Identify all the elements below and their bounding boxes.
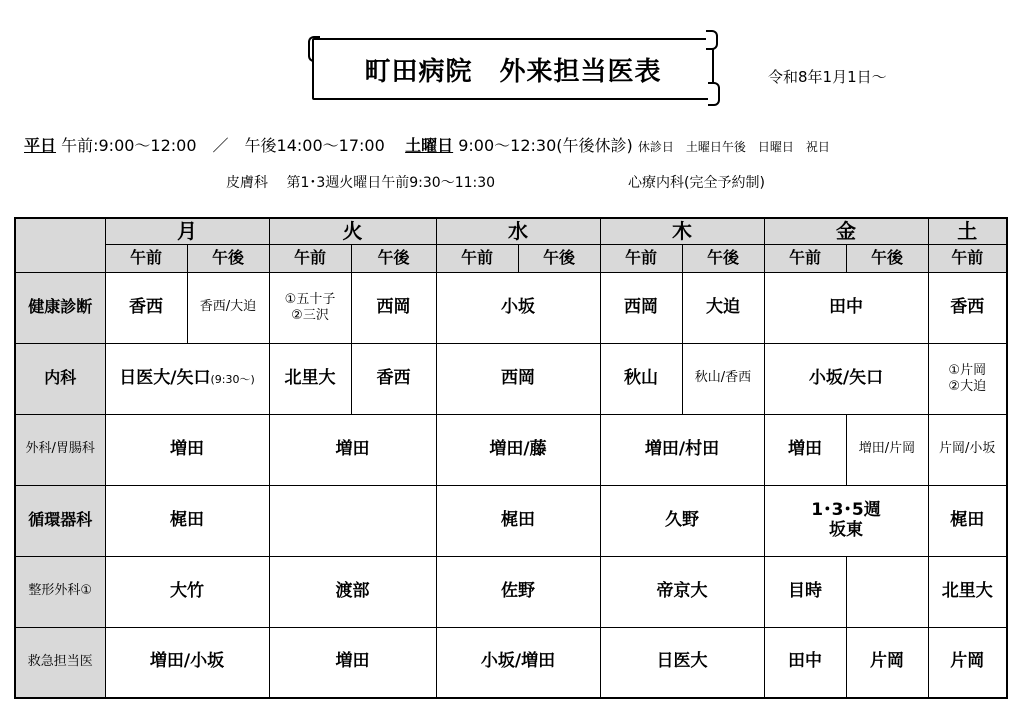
time-note: (9:30～) bbox=[210, 372, 255, 386]
doctor-cell: 帝京大 bbox=[600, 556, 764, 627]
doctor-cell: 大迫 bbox=[682, 272, 764, 343]
schedule-table bbox=[14, 217, 1008, 699]
session-pm: 午後 bbox=[351, 244, 436, 272]
effective-date: 令和8年1月1日～ bbox=[768, 68, 887, 86]
doctor-line: 1･3･5週 bbox=[811, 499, 881, 520]
scroll-curl-bottom-right bbox=[708, 82, 720, 106]
table-row bbox=[15, 485, 1007, 556]
dept-label: 外科/胃腸科 bbox=[15, 414, 105, 485]
doctor-cell: 田中 bbox=[764, 627, 846, 698]
doctor-cell: 佐野 bbox=[436, 556, 600, 627]
doctor-cell bbox=[269, 485, 436, 556]
session-am: 午前 bbox=[105, 244, 187, 272]
doctor-name: 日医大/矢口 bbox=[119, 367, 211, 388]
dept-label: 健康診断 bbox=[15, 272, 105, 343]
title-text: 町田病院 外来担当医表 bbox=[364, 56, 662, 87]
session-am: 午前 bbox=[928, 244, 1007, 272]
doctor-cell: 北里大 bbox=[928, 556, 1007, 627]
doctor-cell bbox=[764, 485, 928, 556]
doctor-cell: 香西 bbox=[928, 272, 1007, 343]
doctor-cell: 小坂/増田 bbox=[436, 627, 600, 698]
dept-label: 内科 bbox=[15, 343, 105, 414]
session-am: 午前 bbox=[269, 244, 351, 272]
doctor-cell: 片岡/小坂 bbox=[928, 414, 1007, 485]
doctor-cell: 増田 bbox=[105, 414, 269, 485]
session-header-row bbox=[15, 244, 1007, 272]
doctor-cell: 片岡 bbox=[846, 627, 928, 698]
doctor-cell: 増田/村田 bbox=[600, 414, 764, 485]
table-row bbox=[15, 556, 1007, 627]
table-row bbox=[15, 272, 1007, 343]
session-pm: 午後 bbox=[518, 244, 600, 272]
doctor-cell bbox=[269, 272, 351, 343]
doctor-cell: 増田/小坂 bbox=[105, 627, 269, 698]
day-tue: 火 bbox=[269, 218, 436, 244]
doctor-cell: 西岡 bbox=[351, 272, 436, 343]
session-am: 午前 bbox=[436, 244, 518, 272]
doctor-cell: 梶田 bbox=[105, 485, 269, 556]
doctor-cell: 梶田 bbox=[436, 485, 600, 556]
saturday-label: 土曜日 bbox=[405, 136, 454, 155]
dept-label: 救急担当医 bbox=[15, 627, 105, 698]
session-am: 午前 bbox=[764, 244, 846, 272]
doctor-line: 坂東 bbox=[829, 519, 863, 540]
doctor-cell: 増田/片岡 bbox=[846, 414, 928, 485]
table-row bbox=[15, 627, 1007, 698]
day-header-row bbox=[15, 218, 1007, 244]
doctor-cell: 北里大 bbox=[269, 343, 351, 414]
doctor-cell: 秋山/香西 bbox=[682, 343, 764, 414]
saturday-hours: 9:00～12:30(午後休診) bbox=[458, 136, 633, 155]
day-fri: 金 bbox=[764, 218, 928, 244]
table-row bbox=[15, 343, 1007, 414]
doctor-cell: 香西 bbox=[351, 343, 436, 414]
corner-cell bbox=[15, 218, 105, 272]
doctor-cell: 片岡 bbox=[928, 627, 1007, 698]
doctor-cell bbox=[846, 556, 928, 627]
session-pm: 午後 bbox=[682, 244, 764, 272]
page-title bbox=[312, 38, 714, 100]
day-mon: 月 bbox=[105, 218, 269, 244]
doctor-cell: 香西 bbox=[105, 272, 187, 343]
day-thu: 木 bbox=[600, 218, 764, 244]
table-row bbox=[15, 414, 1007, 485]
session-am: 午前 bbox=[600, 244, 682, 272]
doctor-cell: 増田 bbox=[269, 627, 436, 698]
day-sat: 土 bbox=[928, 218, 1007, 244]
weekday-label: 平日 bbox=[24, 136, 57, 155]
dermatology-note: 皮膚科 第1･3週火曜日午前9:30～11:30 bbox=[226, 175, 496, 191]
doctor-cell: 香西/大迫 bbox=[187, 272, 269, 343]
doctor-line: ①片岡 bbox=[948, 362, 987, 378]
doctor-cell: 増田/藤 bbox=[436, 414, 600, 485]
doctor-cell: 秋山 bbox=[600, 343, 682, 414]
doctor-cell: 小坂/矢口 bbox=[764, 343, 928, 414]
doctor-cell bbox=[928, 343, 1007, 414]
doctor-cell: 小坂 bbox=[436, 272, 600, 343]
doctor-cell: 大竹 bbox=[105, 556, 269, 627]
doctor-cell: 西岡 bbox=[600, 272, 682, 343]
doctor-line: ②大迫 bbox=[948, 378, 987, 394]
doctor-cell bbox=[105, 343, 269, 414]
doctor-cell: 田中 bbox=[764, 272, 928, 343]
doctor-cell: 渡部 bbox=[269, 556, 436, 627]
hours-line bbox=[24, 133, 830, 156]
doctor-cell: 梶田 bbox=[928, 485, 1007, 556]
session-pm: 午後 bbox=[187, 244, 269, 272]
scroll-curl-top-right bbox=[706, 30, 718, 50]
doctor-line: ①五十子 bbox=[284, 291, 336, 307]
doctor-cell: 日医大 bbox=[600, 627, 764, 698]
doctor-cell: 増田 bbox=[764, 414, 846, 485]
day-wed: 水 bbox=[436, 218, 600, 244]
doctor-cell: 増田 bbox=[269, 414, 436, 485]
dept-label: 循環器科 bbox=[15, 485, 105, 556]
doctor-cell: 久野 bbox=[600, 485, 764, 556]
doctor-cell: 西岡 bbox=[436, 343, 600, 414]
weekday-hours: 午前:9:00～12:00 ／ 午後14:00～17:00 bbox=[61, 136, 385, 155]
closed-days: 休診日 土曜日午後 日曜日 祝日 bbox=[637, 140, 830, 154]
psychosomatic-note: 心療内科(完全予約制) bbox=[628, 175, 765, 191]
session-pm: 午後 bbox=[846, 244, 928, 272]
doctor-cell: 目時 bbox=[764, 556, 846, 627]
dept-label: 整形外科① bbox=[15, 556, 105, 627]
doctor-line: ②三沢 bbox=[291, 307, 329, 323]
